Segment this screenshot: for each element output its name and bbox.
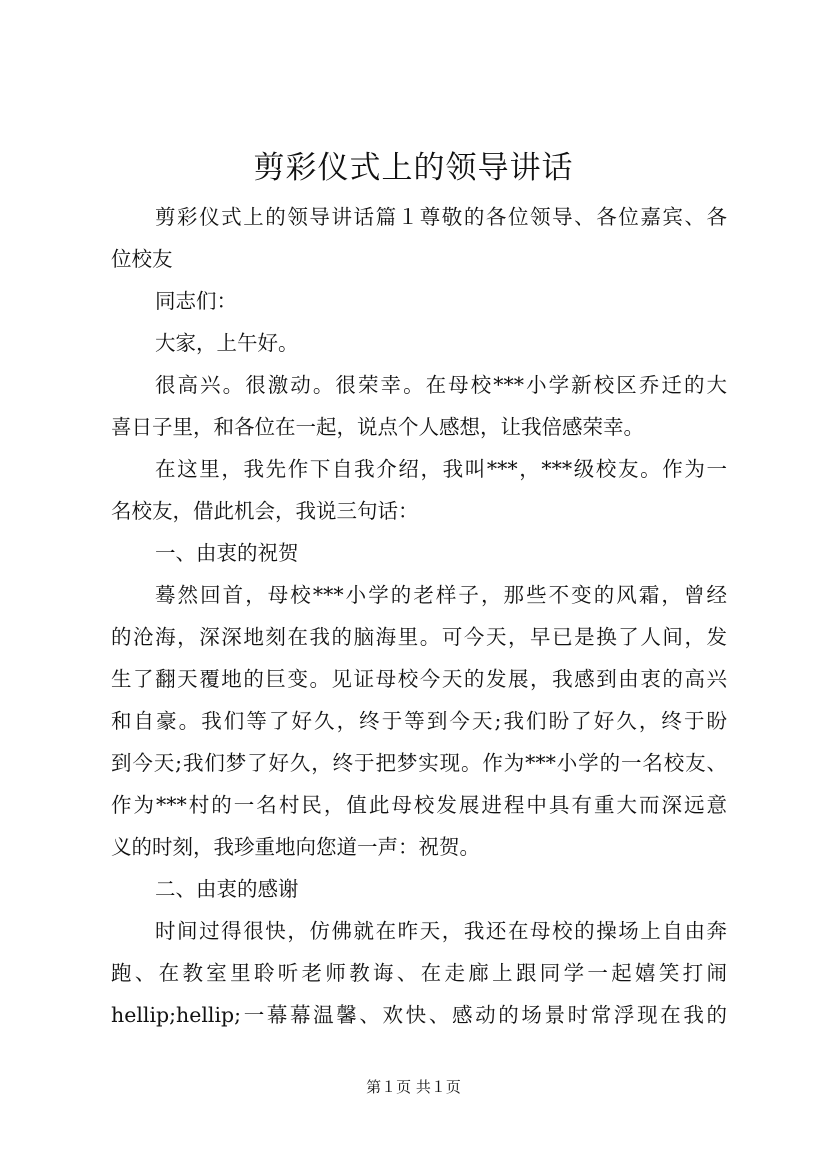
text-line: 在这里，我先作下自我介绍，我叫***，***级校友。作为一 [155,457,727,481]
page-footer: 第１页 共１页 [366,1078,461,1096]
text-line: 二、由衷的感谢 [155,877,299,901]
document-title: 剪彩仪式上的领导讲话 [253,150,574,186]
text-line: 作为***村的一名村民，值此母校发展进程中具有重大而深远意 [111,793,727,817]
text-line: 名校友，借此机会，我说三句话： [111,499,419,523]
text-line: 一、由衷的祝贺 [155,541,299,565]
text-line: 跑、在教室里聆听老师教诲、在走廊上跟同学一起嬉笑打闹 [111,961,727,985]
text-line: 同志们： [155,289,237,313]
text-line: 和自豪。我们等了好久，终于等到今天;我们盼了好久，终于盼 [111,709,727,733]
document-body [111,196,727,1036]
text-line: 时间过得很快，仿佛就在昨天，我还在母校的操场上自由奔 [155,919,727,943]
text-line: 剪彩仪式上的领导讲话篇１尊敬的各位领导、各位嘉宾、各 [155,205,727,229]
text-line: 位校友 [111,247,173,271]
text-line: 到今天;我们梦了好久，终于把梦实现。作为***小学的一名校友、 [111,751,727,775]
text-line: 义的时刻，我珍重地向您道一声：祝贺。 [111,835,480,859]
text-line: 很高兴。很激动。很荣幸。在母校***小学新校区乔迁的大 [155,373,727,397]
text-line: 的沧海，深深地刻在我的脑海里。可今天，早已是换了人间，发 [111,625,727,649]
text-line: 生了翻天覆地的巨变。见证母校今天的发展，我感到由衷的高兴 [111,667,727,691]
text-line: 蓦然回首，母校***小学的老样子，那些不变的风霜，曾经 [155,583,727,607]
text-line: 喜日子里，和各位在一起，说点个人感想，让我倍感荣幸。 [111,415,644,439]
text-line: 大家，上午好。 [155,331,299,355]
text-line: hellip;hellip;一幕幕温馨、欢快、感动的场景时常浮现在我的 [111,1003,727,1027]
